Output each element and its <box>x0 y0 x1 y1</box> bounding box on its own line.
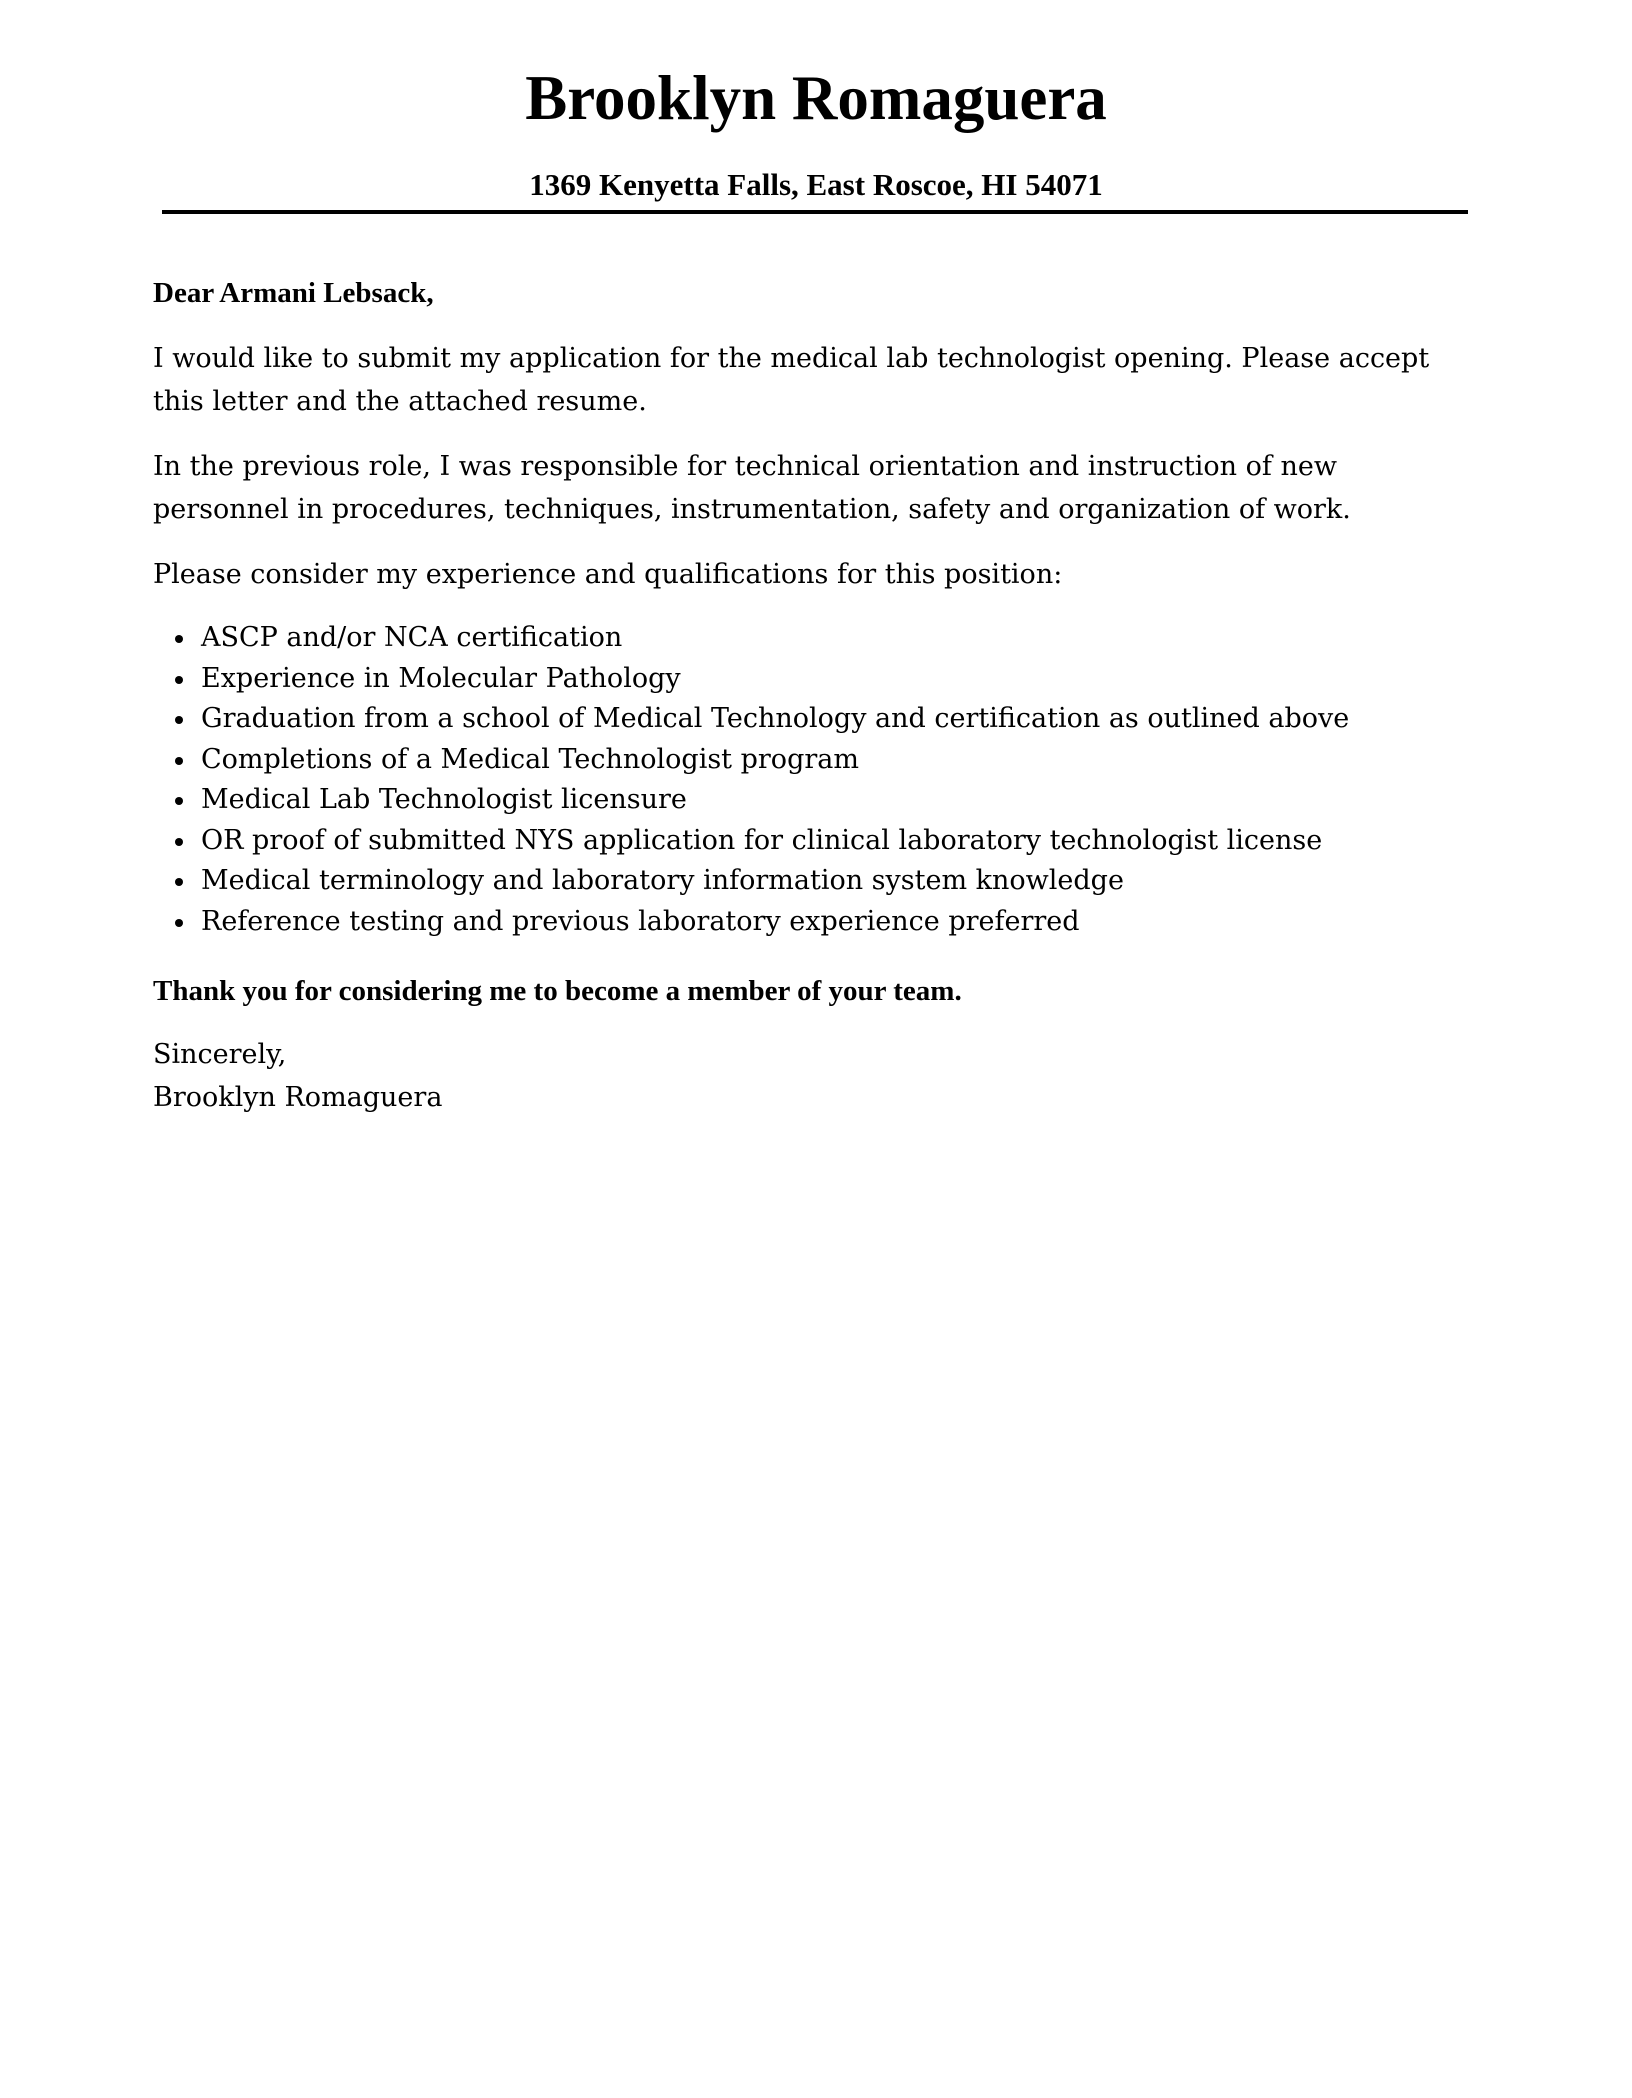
qualifications-list <box>153 618 1473 942</box>
bullet-icon <box>175 676 183 684</box>
bullet-icon <box>175 635 183 643</box>
bullet-icon <box>175 716 183 724</box>
list-item-text: Experience in Molecular Pathology <box>201 662 681 694</box>
letter-body <box>153 272 1473 1119</box>
signature-name: Brooklyn Romaguera <box>153 1082 443 1113</box>
list-item <box>153 699 1473 740</box>
list-item <box>153 861 1473 902</box>
bullet-icon <box>175 919 183 927</box>
salutation: Dear Armani Lebsack, <box>153 277 434 309</box>
header-divider <box>162 210 1468 214</box>
sender-address: 1369 Kenyetta Falls, East Roscoe, HI 54071 <box>529 167 1103 202</box>
bullet-icon <box>175 878 183 886</box>
list-item <box>153 821 1473 862</box>
list-item-text: Completions of a Medical Technologist program <box>201 743 859 775</box>
list-item <box>153 780 1473 821</box>
bullet-icon <box>175 838 183 846</box>
list-item <box>153 902 1473 943</box>
sign-off: Sincerely, <box>153 1039 287 1070</box>
list-item <box>153 618 1473 659</box>
closing-statement: Thank you for considering me to become a member of your team. <box>153 975 962 1007</box>
intro-paragraph: I would like to submit my application for the medical lab technologist opening. Please accept this letter and the attached resume. <box>153 343 1430 417</box>
bullet-icon <box>175 757 183 765</box>
experience-paragraph: In the previous role, I was responsible for technical orientation and instruction of new personnel in procedures, techniques, instrumentation, safety and organization of work. <box>153 451 1351 525</box>
list-item-text: Medical terminology and laboratory information system knowledge <box>201 865 1124 896</box>
bullet-icon <box>175 797 183 805</box>
qualifications-intro: Please consider my experience and qualifications for this position: <box>153 559 1063 590</box>
list-item-text: ASCP and/or NCA certification <box>201 622 623 653</box>
list-item <box>153 659 1473 700</box>
sender-name: Brooklyn Romaguera <box>525 63 1107 133</box>
list-item-text: Reference testing and previous laboratory experience preferred <box>201 905 1080 937</box>
list-item-text: Graduation from a school of Medical Technology and certification as outlined above <box>201 703 1350 734</box>
list-item-text: Medical Lab Technologist licensure <box>201 784 687 815</box>
list-item-text: OR proof of submitted NYS application for clinical laboratory technologist license <box>201 824 1323 856</box>
list-item <box>153 740 1473 781</box>
